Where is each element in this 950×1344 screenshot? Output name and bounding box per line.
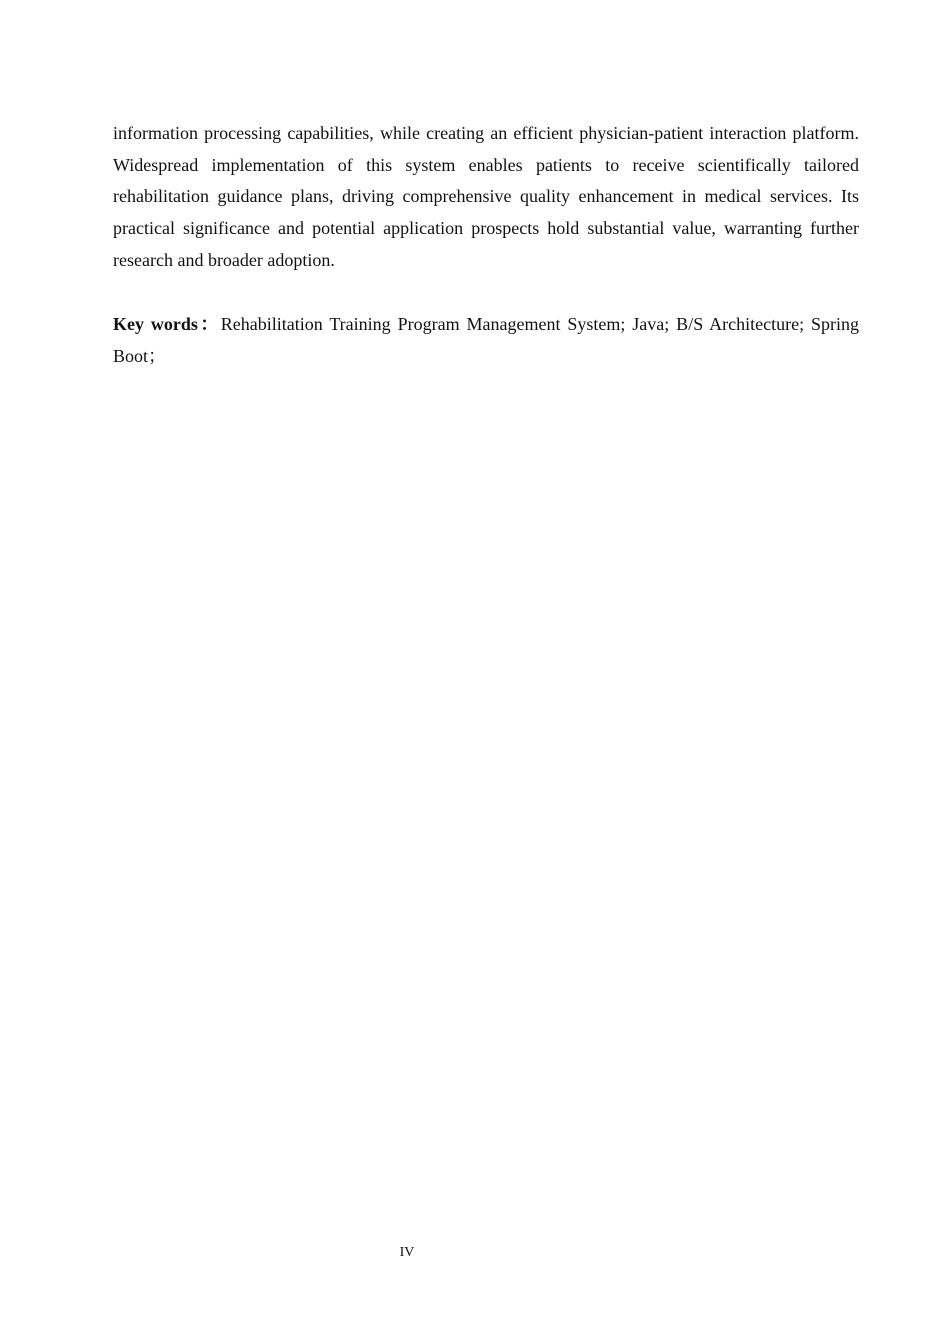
page-number: IV (399, 1245, 415, 1260)
abstract-paragraph: information processing capabilities, while creating an efficient physician-patient interaction platform. Widespread implementation of this system enables patients to receive scientifically tailored rehabilitation guidance plans, driving comprehensive quality enhancement in medical services. Its practical significance and potential application prospects hold substantial value, warranting further research and broader adoption. (113, 123, 859, 270)
keywords-line (113, 309, 859, 372)
keywords-label: Key words： (113, 314, 221, 334)
keywords-text: Rehabilitation Training Program Management System; Java; B/S Architecture; Spring Boot； (113, 314, 859, 366)
